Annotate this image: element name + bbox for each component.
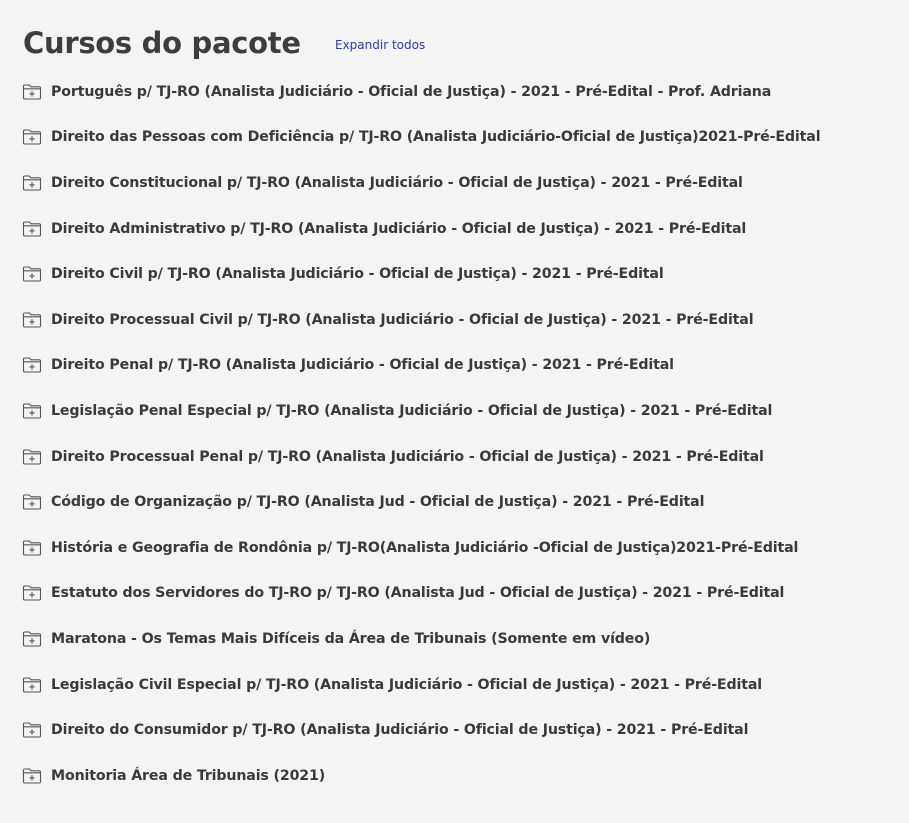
folder-plus-icon[interactable]: [22, 266, 42, 282]
course-item[interactable]: [22, 251, 902, 297]
folder-plus-icon[interactable]: [22, 221, 42, 237]
course-title[interactable]: Direito Processual Civil p/ TJ-RO (Analista Judiciário - Oficial de Justiça) - 2021 - Pré-Edital: [51, 311, 754, 328]
course-item[interactable]: [22, 343, 902, 389]
folder-plus-icon[interactable]: [22, 585, 42, 601]
course-title[interactable]: Monitoria Área de Tribunais (2021): [51, 767, 326, 784]
folder-plus-icon[interactable]: [22, 494, 42, 510]
folder-plus-icon[interactable]: [22, 631, 42, 647]
folder-plus-icon[interactable]: [22, 312, 42, 328]
course-title[interactable]: Direito das Pessoas com Deficiência p/ TJ-RO (Analista Judiciário-Oficial de Justiça)2021-Pré-Edital: [51, 129, 821, 146]
page-title: Cursos do pacote: [23, 26, 301, 60]
course-item[interactable]: [22, 662, 902, 708]
course-title[interactable]: Direito Civil p/ TJ-RO (Analista Judiciário - Oficial de Justiça) - 2021 - Pré-Edital: [51, 266, 664, 283]
folder-plus-icon[interactable]: [22, 677, 42, 693]
course-item[interactable]: [22, 206, 902, 252]
course-title[interactable]: Estatuto dos Servidores do TJ-RO p/ TJ-RO (Analista Jud - Oficial de Justiça) - 2021 - Pré-Edital: [51, 585, 785, 602]
course-item[interactable]: [22, 479, 902, 525]
folder-plus-icon[interactable]: [22, 540, 42, 556]
course-item[interactable]: [22, 388, 902, 434]
course-title[interactable]: Direito do Consumidor p/ TJ-RO (Analista Judiciário - Oficial de Justiça) - 2021 - Pré-Edital: [51, 722, 749, 739]
header: [23, 23, 426, 63]
folder-plus-icon[interactable]: [22, 768, 42, 784]
course-title[interactable]: Direito Processual Penal p/ TJ-RO (Analista Judiciário - Oficial de Justiça) - 2021 - Pré-Edital: [51, 448, 764, 465]
course-item[interactable]: [22, 571, 902, 617]
folder-plus-icon[interactable]: [22, 84, 42, 100]
course-title[interactable]: Maratona - Os Temas Mais Difíceis da Área de Tribunais (Somente em vídeo): [51, 630, 651, 647]
course-item[interactable]: [22, 616, 902, 662]
course-title[interactable]: Direito Constitucional p/ TJ-RO (Analista Judiciário - Oficial de Justiça) - 2021 - Pré-Edital: [51, 174, 743, 191]
course-item[interactable]: [22, 434, 902, 480]
course-title[interactable]: Direito Penal p/ TJ-RO (Analista Judiciário - Oficial de Justiça) - 2021 - Pré-Edital: [51, 357, 674, 374]
course-item[interactable]: [22, 297, 902, 343]
course-title[interactable]: Legislação Penal Especial p/ TJ-RO (Analista Judiciário - Oficial de Justiça) - 2021 - Pré-Edital: [51, 402, 773, 419]
expand-all-link[interactable]: Expandir todos: [335, 38, 426, 52]
course-title[interactable]: Legislação Civil Especial p/ TJ-RO (Analista Judiciário - Oficial de Justiça) - 2021 - Pré-Edital: [51, 676, 762, 693]
course-item[interactable]: [22, 753, 902, 799]
course-item[interactable]: [22, 69, 902, 115]
folder-plus-icon[interactable]: [22, 722, 42, 738]
course-item[interactable]: [22, 525, 902, 571]
folder-plus-icon[interactable]: [22, 403, 42, 419]
course-title[interactable]: Português p/ TJ-RO (Analista Judiciário - Oficial de Justiça) - 2021 - Pré-Edital - Prof. Adriana: [51, 83, 772, 100]
course-item[interactable]: [22, 115, 902, 161]
course-title[interactable]: Código de Organização p/ TJ-RO (Analista Jud - Oficial de Justiça) - 2021 - Pré-Edital: [51, 494, 705, 511]
course-title[interactable]: História e Geografia de Rondônia p/ TJ-RO(Analista Judiciário -Oficial de Justiça)2021-Pré-Edital: [51, 539, 799, 556]
folder-plus-icon[interactable]: [22, 357, 42, 373]
folder-plus-icon[interactable]: [22, 129, 42, 145]
folder-plus-icon[interactable]: [22, 449, 42, 465]
course-list: [22, 69, 902, 799]
course-title[interactable]: Direito Administrativo p/ TJ-RO (Analista Judiciário - Oficial de Justiça) - 2021 - Pré-Edital: [51, 220, 747, 237]
course-item[interactable]: [22, 160, 902, 206]
course-item[interactable]: [22, 707, 902, 753]
folder-plus-icon[interactable]: [22, 175, 42, 191]
